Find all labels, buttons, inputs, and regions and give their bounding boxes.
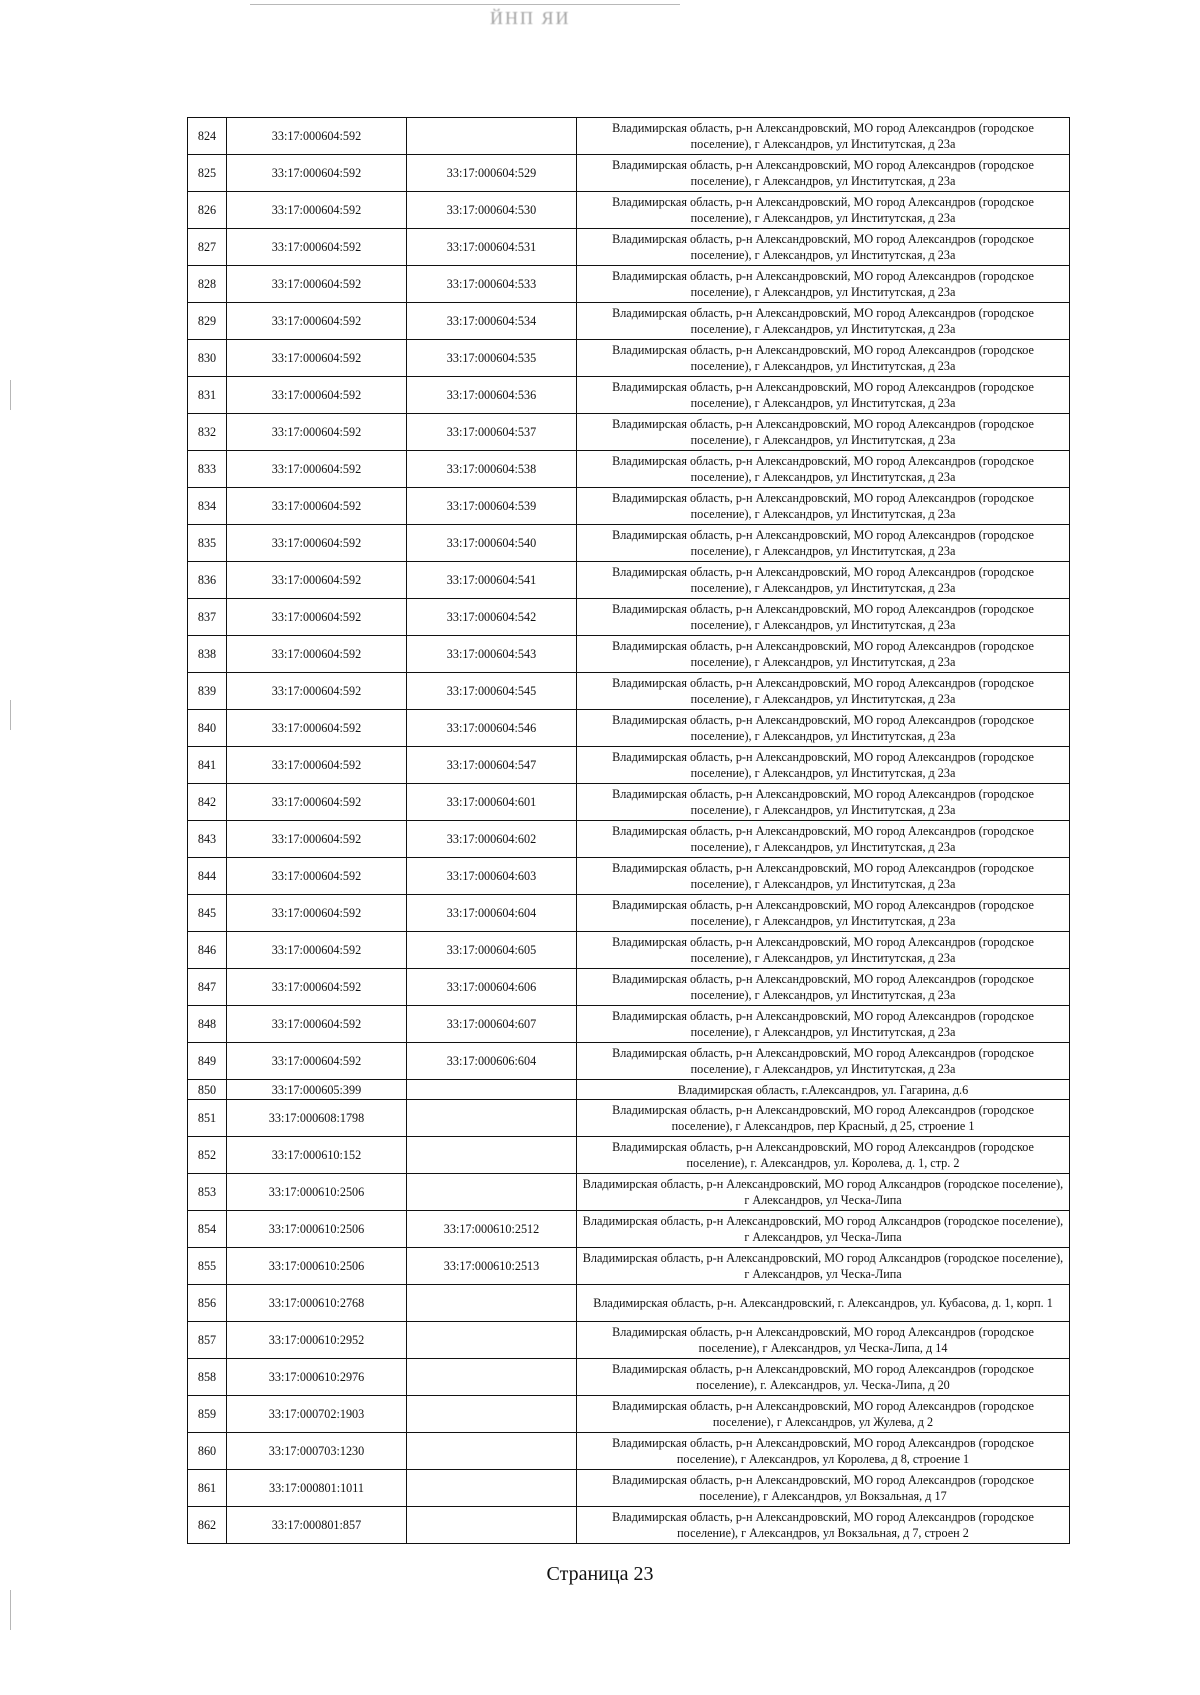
object-cadastral-number <box>407 1174 577 1211</box>
object-cadastral-number: 33:17:000604:603 <box>407 858 577 895</box>
row-number: 849 <box>188 1043 227 1080</box>
parcel-cadastral-number: 33:17:000610:2976 <box>227 1359 407 1396</box>
table-row <box>188 1006 1070 1043</box>
parcel-cadastral-number: 33:17:000604:592 <box>227 525 407 562</box>
object-cadastral-number: 33:17:000604:540 <box>407 525 577 562</box>
parcel-cadastral-number: 33:17:000604:592 <box>227 266 407 303</box>
row-number: 839 <box>188 673 227 710</box>
object-cadastral-number: 33:17:000604:536 <box>407 377 577 414</box>
parcel-cadastral-number: 33:17:000604:592 <box>227 451 407 488</box>
object-cadastral-number <box>407 1396 577 1433</box>
address-cell: Владимирская область, р-н Александровский, МО город Александров (городское поселение), г Александров, ул Институтская, д 23а <box>577 488 1070 525</box>
row-number: 847 <box>188 969 227 1006</box>
object-cadastral-number: 33:17:000604:605 <box>407 932 577 969</box>
object-cadastral-number: 33:17:000604:535 <box>407 340 577 377</box>
table-row <box>188 1211 1070 1248</box>
object-cadastral-number: 33:17:000604:545 <box>407 673 577 710</box>
parcel-cadastral-number: 33:17:000604:592 <box>227 858 407 895</box>
table-row <box>188 1043 1070 1080</box>
table-row <box>188 525 1070 562</box>
row-number: 840 <box>188 710 227 747</box>
table-row <box>188 1137 1070 1174</box>
register-table <box>187 117 1070 1544</box>
parcel-cadastral-number: 33:17:000605:399 <box>227 1080 407 1100</box>
table-row <box>188 969 1070 1006</box>
object-cadastral-number: 33:17:000604:537 <box>407 414 577 451</box>
table-row <box>188 1100 1070 1137</box>
object-cadastral-number: 33:17:000604:541 <box>407 562 577 599</box>
row-number: 833 <box>188 451 227 488</box>
row-number: 848 <box>188 1006 227 1043</box>
parcel-cadastral-number: 33:17:000604:592 <box>227 414 407 451</box>
row-number: 836 <box>188 562 227 599</box>
object-cadastral-number: 33:17:000604:531 <box>407 229 577 266</box>
address-cell: Владимирская область, р-н Александровский, МО город Александров (городское поселение), г Александров, ул Институтская, д 23а <box>577 1043 1070 1080</box>
parcel-cadastral-number: 33:17:000604:592 <box>227 969 407 1006</box>
parcel-cadastral-number: 33:17:000604:592 <box>227 155 407 192</box>
parcel-cadastral-number: 33:17:000703:1230 <box>227 1433 407 1470</box>
table-row <box>188 1285 1070 1322</box>
parcel-cadastral-number: 33:17:000702:1903 <box>227 1396 407 1433</box>
row-number: 844 <box>188 858 227 895</box>
object-cadastral-number <box>407 1080 577 1100</box>
table-row <box>188 599 1070 636</box>
object-cadastral-number <box>407 1470 577 1507</box>
table-row <box>188 1359 1070 1396</box>
address-cell: Владимирская область, р-н Александровский, МО город Алксандров (городское поселение), г Александров, ул Ческа-Липа <box>577 1211 1070 1248</box>
address-cell: Владимирская область, р-н Александровский, МО город Алксандров (городское поселение), г Александров, ул Ческа-Липа <box>577 1248 1070 1285</box>
address-cell: Владимирская область, р-н Александровский, МО город Александров (городское поселение), г Александров, ул Институтская, д 23а <box>577 229 1070 266</box>
address-cell: Владимирская область, р-н Александровский, МО город Александров (городское поселение), г Александров, ул Институтская, д 23а <box>577 673 1070 710</box>
object-cadastral-number <box>407 1285 577 1322</box>
margin-scan-mark <box>10 380 11 410</box>
row-number: 850 <box>188 1080 227 1100</box>
address-cell: Владимирская область, р-н. Александровский, г. Александров, ул. Кубасова, д. 1, корп. 1 <box>577 1285 1070 1322</box>
row-number: 838 <box>188 636 227 673</box>
table-row <box>188 1507 1070 1544</box>
row-number: 841 <box>188 747 227 784</box>
parcel-cadastral-number: 33:17:000604:592 <box>227 488 407 525</box>
parcel-cadastral-number: 33:17:000610:2506 <box>227 1248 407 1285</box>
register-table-body <box>188 118 1070 1544</box>
row-number: 829 <box>188 303 227 340</box>
address-cell: Владимирская область, р-н Александровский, МО город Александров (городское поселение), г Александров, ул Ческа-Липа, д 14 <box>577 1322 1070 1359</box>
row-number: 830 <box>188 340 227 377</box>
object-cadastral-number <box>407 1507 577 1544</box>
address-cell: Владимирская область, р-н Александровский, МО город Александров (городское поселение), г Александров, ул Институтская, д 23а <box>577 377 1070 414</box>
address-cell: Владимирская область, р-н Александровский, МО город Александров (городское поселение), г Александров, ул Институтская, д 23а <box>577 451 1070 488</box>
parcel-cadastral-number: 33:17:000604:592 <box>227 932 407 969</box>
row-number: 827 <box>188 229 227 266</box>
row-number: 842 <box>188 784 227 821</box>
parcel-cadastral-number: 33:17:000610:2506 <box>227 1211 407 1248</box>
parcel-cadastral-number: 33:17:000604:592 <box>227 562 407 599</box>
object-cadastral-number: 33:17:000606:604 <box>407 1043 577 1080</box>
parcel-cadastral-number: 33:17:000604:592 <box>227 636 407 673</box>
address-cell: Владимирская область, р-н Александровский, МО город Александров (городское поселение), г Александров, ул Вокзальная, д 7, строен 2 <box>577 1507 1070 1544</box>
table-row <box>188 1248 1070 1285</box>
object-cadastral-number: 33:17:000604:602 <box>407 821 577 858</box>
object-cadastral-number: 33:17:000604:529 <box>407 155 577 192</box>
parcel-cadastral-number: 33:17:000610:2506 <box>227 1174 407 1211</box>
row-number: 832 <box>188 414 227 451</box>
address-cell: Владимирская область, р-н Александровский, МО город Александров (городское поселение), г Александров, пер Красный, д 25, строение 1 <box>577 1100 1070 1137</box>
table-row <box>188 1470 1070 1507</box>
object-cadastral-number: 33:17:000610:2512 <box>407 1211 577 1248</box>
row-number: 825 <box>188 155 227 192</box>
row-number: 846 <box>188 932 227 969</box>
object-cadastral-number: 33:17:000604:546 <box>407 710 577 747</box>
table-row <box>188 340 1070 377</box>
row-number: 853 <box>188 1174 227 1211</box>
object-cadastral-number <box>407 1359 577 1396</box>
table-row <box>188 562 1070 599</box>
address-cell: Владимирская область, р-н Александровский, МО город Александров (городское поселение), г Александров, ул Институтская, д 23а <box>577 414 1070 451</box>
object-cadastral-number: 33:17:000604:607 <box>407 1006 577 1043</box>
row-number: 856 <box>188 1285 227 1322</box>
object-cadastral-number <box>407 1433 577 1470</box>
table-row <box>188 1322 1070 1359</box>
parcel-cadastral-number: 33:17:000801:857 <box>227 1507 407 1544</box>
address-cell: Владимирская область, р-н Александровский, МО город Александров (городское поселение), г. Александров, ул. Ческа-Липа, д 20 <box>577 1359 1070 1396</box>
address-cell: Владимирская область, р-н Александровский, МО город Александров (городское поселение), г Александров, ул Институтская, д 23а <box>577 784 1070 821</box>
row-number: 826 <box>188 192 227 229</box>
row-number: 843 <box>188 821 227 858</box>
scan-artifact-line <box>250 4 680 5</box>
object-cadastral-number: 33:17:000604:543 <box>407 636 577 673</box>
address-cell: Владимирская область, р-н Александровский, МО город Александров (городское поселение), г Александров, ул Жулева, д 2 <box>577 1396 1070 1433</box>
parcel-cadastral-number: 33:17:000604:592 <box>227 599 407 636</box>
row-number: 851 <box>188 1100 227 1137</box>
row-number: 861 <box>188 1470 227 1507</box>
table-row <box>188 1174 1070 1211</box>
table-row <box>188 895 1070 932</box>
address-cell: Владимирская область, р-н Александровский, МО город Александров (городское поселение), г. Александров, ул. Королева, д. 1, стр. 2 <box>577 1137 1070 1174</box>
object-cadastral-number: 33:17:000604:530 <box>407 192 577 229</box>
object-cadastral-number <box>407 1322 577 1359</box>
object-cadastral-number: 33:17:000604:534 <box>407 303 577 340</box>
address-cell: Владимирская область, р-н Александровский, МО город Александров (городское поселение), г Александров, ул Институтская, д 23а <box>577 303 1070 340</box>
address-cell: Владимирская область, р-н Александровский, МО город Александров (городское поселение), г Александров, ул Институтская, д 23а <box>577 192 1070 229</box>
row-number: 835 <box>188 525 227 562</box>
address-cell: Владимирская область, г.Александров, ул. Гагарина, д.6 <box>577 1080 1070 1100</box>
parcel-cadastral-number: 33:17:000604:592 <box>227 192 407 229</box>
object-cadastral-number: 33:17:000610:2513 <box>407 1248 577 1285</box>
table-row <box>188 377 1070 414</box>
address-cell: Владимирская область, р-н Александровский, МО город Александров (городское поселение), г Александров, ул Институтская, д 23а <box>577 118 1070 155</box>
parcel-cadastral-number: 33:17:000610:2768 <box>227 1285 407 1322</box>
parcel-cadastral-number: 33:17:000610:152 <box>227 1137 407 1174</box>
row-number: 828 <box>188 266 227 303</box>
table-row <box>188 747 1070 784</box>
row-number: 852 <box>188 1137 227 1174</box>
row-number: 854 <box>188 1211 227 1248</box>
table-row <box>188 192 1070 229</box>
parcel-cadastral-number: 33:17:000604:592 <box>227 1006 407 1043</box>
address-cell: Владимирская область, р-н Александровский, МО город Александров (городское поселение), г Александров, ул Институтская, д 23а <box>577 710 1070 747</box>
object-cadastral-number: 33:17:000604:533 <box>407 266 577 303</box>
object-cadastral-number <box>407 1137 577 1174</box>
object-cadastral-number: 33:17:000604:601 <box>407 784 577 821</box>
table-row <box>188 488 1070 525</box>
address-cell: Владимирская область, р-н Александровский, МО город Александров (городское поселение), г Александров, ул Институтская, д 23а <box>577 821 1070 858</box>
margin-scan-mark <box>10 1590 11 1630</box>
table-row <box>188 414 1070 451</box>
row-number: 858 <box>188 1359 227 1396</box>
address-cell: Владимирская область, р-н Александровский, МО город Александров (городское поселение), г Александров, ул Институтская, д 23а <box>577 525 1070 562</box>
address-cell: Владимирская область, р-н Александровский, МО город Александров (городское поселение), г Александров, ул Институтская, д 23а <box>577 1006 1070 1043</box>
parcel-cadastral-number: 33:17:000604:592 <box>227 673 407 710</box>
row-number: 855 <box>188 1248 227 1285</box>
address-cell: Владимирская область, р-н Александровский, МО город Александров (городское поселение), г Александров, ул Институтская, д 23а <box>577 858 1070 895</box>
address-cell: Владимирская область, р-н Александровский, МО город Александров (городское поселение), г Александров, ул Институтская, д 23а <box>577 599 1070 636</box>
table-row <box>188 636 1070 673</box>
row-number: 831 <box>188 377 227 414</box>
object-cadastral-number: 33:17:000604:606 <box>407 969 577 1006</box>
page-number: Страница 23 <box>546 1563 654 1585</box>
table-row <box>188 710 1070 747</box>
object-cadastral-number: 33:17:000604:539 <box>407 488 577 525</box>
parcel-cadastral-number: 33:17:000608:1798 <box>227 1100 407 1137</box>
row-number: 834 <box>188 488 227 525</box>
object-cadastral-number: 33:17:000604:542 <box>407 599 577 636</box>
address-cell: Владимирская область, р-н Александровский, МО город Алксандров (городское поселение), г Александров, ул Ческа-Липа <box>577 1174 1070 1211</box>
table-row <box>188 229 1070 266</box>
object-cadastral-number <box>407 118 577 155</box>
object-cadastral-number: 33:17:000604:604 <box>407 895 577 932</box>
address-cell: Владимирская область, р-н Александровский, МО город Александров (городское поселение), г Александров, ул Институтская, д 23а <box>577 969 1070 1006</box>
table-row <box>188 451 1070 488</box>
table-row <box>188 1433 1070 1470</box>
parcel-cadastral-number: 33:17:000604:592 <box>227 340 407 377</box>
row-number: 860 <box>188 1433 227 1470</box>
table-row <box>188 673 1070 710</box>
parcel-cadastral-number: 33:17:000604:592 <box>227 895 407 932</box>
address-cell: Владимирская область, р-н Александровский, МО город Александров (городское поселение), г Александров, ул Институтская, д 23а <box>577 932 1070 969</box>
table-row <box>188 118 1070 155</box>
row-number: 824 <box>188 118 227 155</box>
parcel-cadastral-number: 33:17:000604:592 <box>227 118 407 155</box>
table-row <box>188 858 1070 895</box>
table-row <box>188 266 1070 303</box>
table-row <box>188 784 1070 821</box>
object-cadastral-number <box>407 1100 577 1137</box>
address-cell: Владимирская область, р-н Александровский, МО город Александров (городское поселение), г Александров, ул Институтская, д 23а <box>577 155 1070 192</box>
object-cadastral-number: 33:17:000604:547 <box>407 747 577 784</box>
address-cell: Владимирская область, р-н Александровский, МО город Александров (городское поселение), г Александров, ул Вокзальная, д 17 <box>577 1470 1070 1507</box>
row-number: 857 <box>188 1322 227 1359</box>
parcel-cadastral-number: 33:17:000604:592 <box>227 303 407 340</box>
parcel-cadastral-number: 33:17:000801:1011 <box>227 1470 407 1507</box>
address-cell: Владимирская область, р-н Александровский, МО город Александров (городское поселение), г Александров, ул Институтская, д 23а <box>577 895 1070 932</box>
address-cell: Владимирская область, р-н Александровский, МО город Александров (городское поселение), г Александров, ул Институтская, д 23а <box>577 340 1070 377</box>
table-row <box>188 303 1070 340</box>
scan-header-artifact: ЙНП ЯИ <box>490 8 571 28</box>
table-row <box>188 821 1070 858</box>
parcel-cadastral-number: 33:17:000604:592 <box>227 1043 407 1080</box>
parcel-cadastral-number: 33:17:000604:592 <box>227 821 407 858</box>
row-number: 845 <box>188 895 227 932</box>
parcel-cadastral-number: 33:17:000604:592 <box>227 229 407 266</box>
margin-scan-mark <box>10 700 11 730</box>
parcel-cadastral-number: 33:17:000604:592 <box>227 377 407 414</box>
table-row <box>188 1080 1070 1100</box>
row-number: 837 <box>188 599 227 636</box>
table-row <box>188 155 1070 192</box>
row-number: 859 <box>188 1396 227 1433</box>
parcel-cadastral-number: 33:17:000610:2952 <box>227 1322 407 1359</box>
address-cell: Владимирская область, р-н Александровский, МО город Александров (городское поселение), г Александров, ул Институтская, д 23а <box>577 266 1070 303</box>
address-cell: Владимирская область, р-н Александровский, МО город Александров (городское поселение), г Александров, ул Институтская, д 23а <box>577 636 1070 673</box>
parcel-cadastral-number: 33:17:000604:592 <box>227 710 407 747</box>
address-cell: Владимирская область, р-н Александровский, МО город Александров (городское поселение), г Александров, ул Институтская, д 23а <box>577 747 1070 784</box>
address-cell: Владимирская область, р-н Александровский, МО город Александров (городское поселение), г Александров, ул Институтская, д 23а <box>577 562 1070 599</box>
table-row <box>188 932 1070 969</box>
row-number: 862 <box>188 1507 227 1544</box>
table-row <box>188 1396 1070 1433</box>
address-cell: Владимирская область, р-н Александровский, МО город Александров (городское поселение), г Александров, ул Королева, д 8, строение 1 <box>577 1433 1070 1470</box>
parcel-cadastral-number: 33:17:000604:592 <box>227 747 407 784</box>
parcel-cadastral-number: 33:17:000604:592 <box>227 784 407 821</box>
object-cadastral-number: 33:17:000604:538 <box>407 451 577 488</box>
